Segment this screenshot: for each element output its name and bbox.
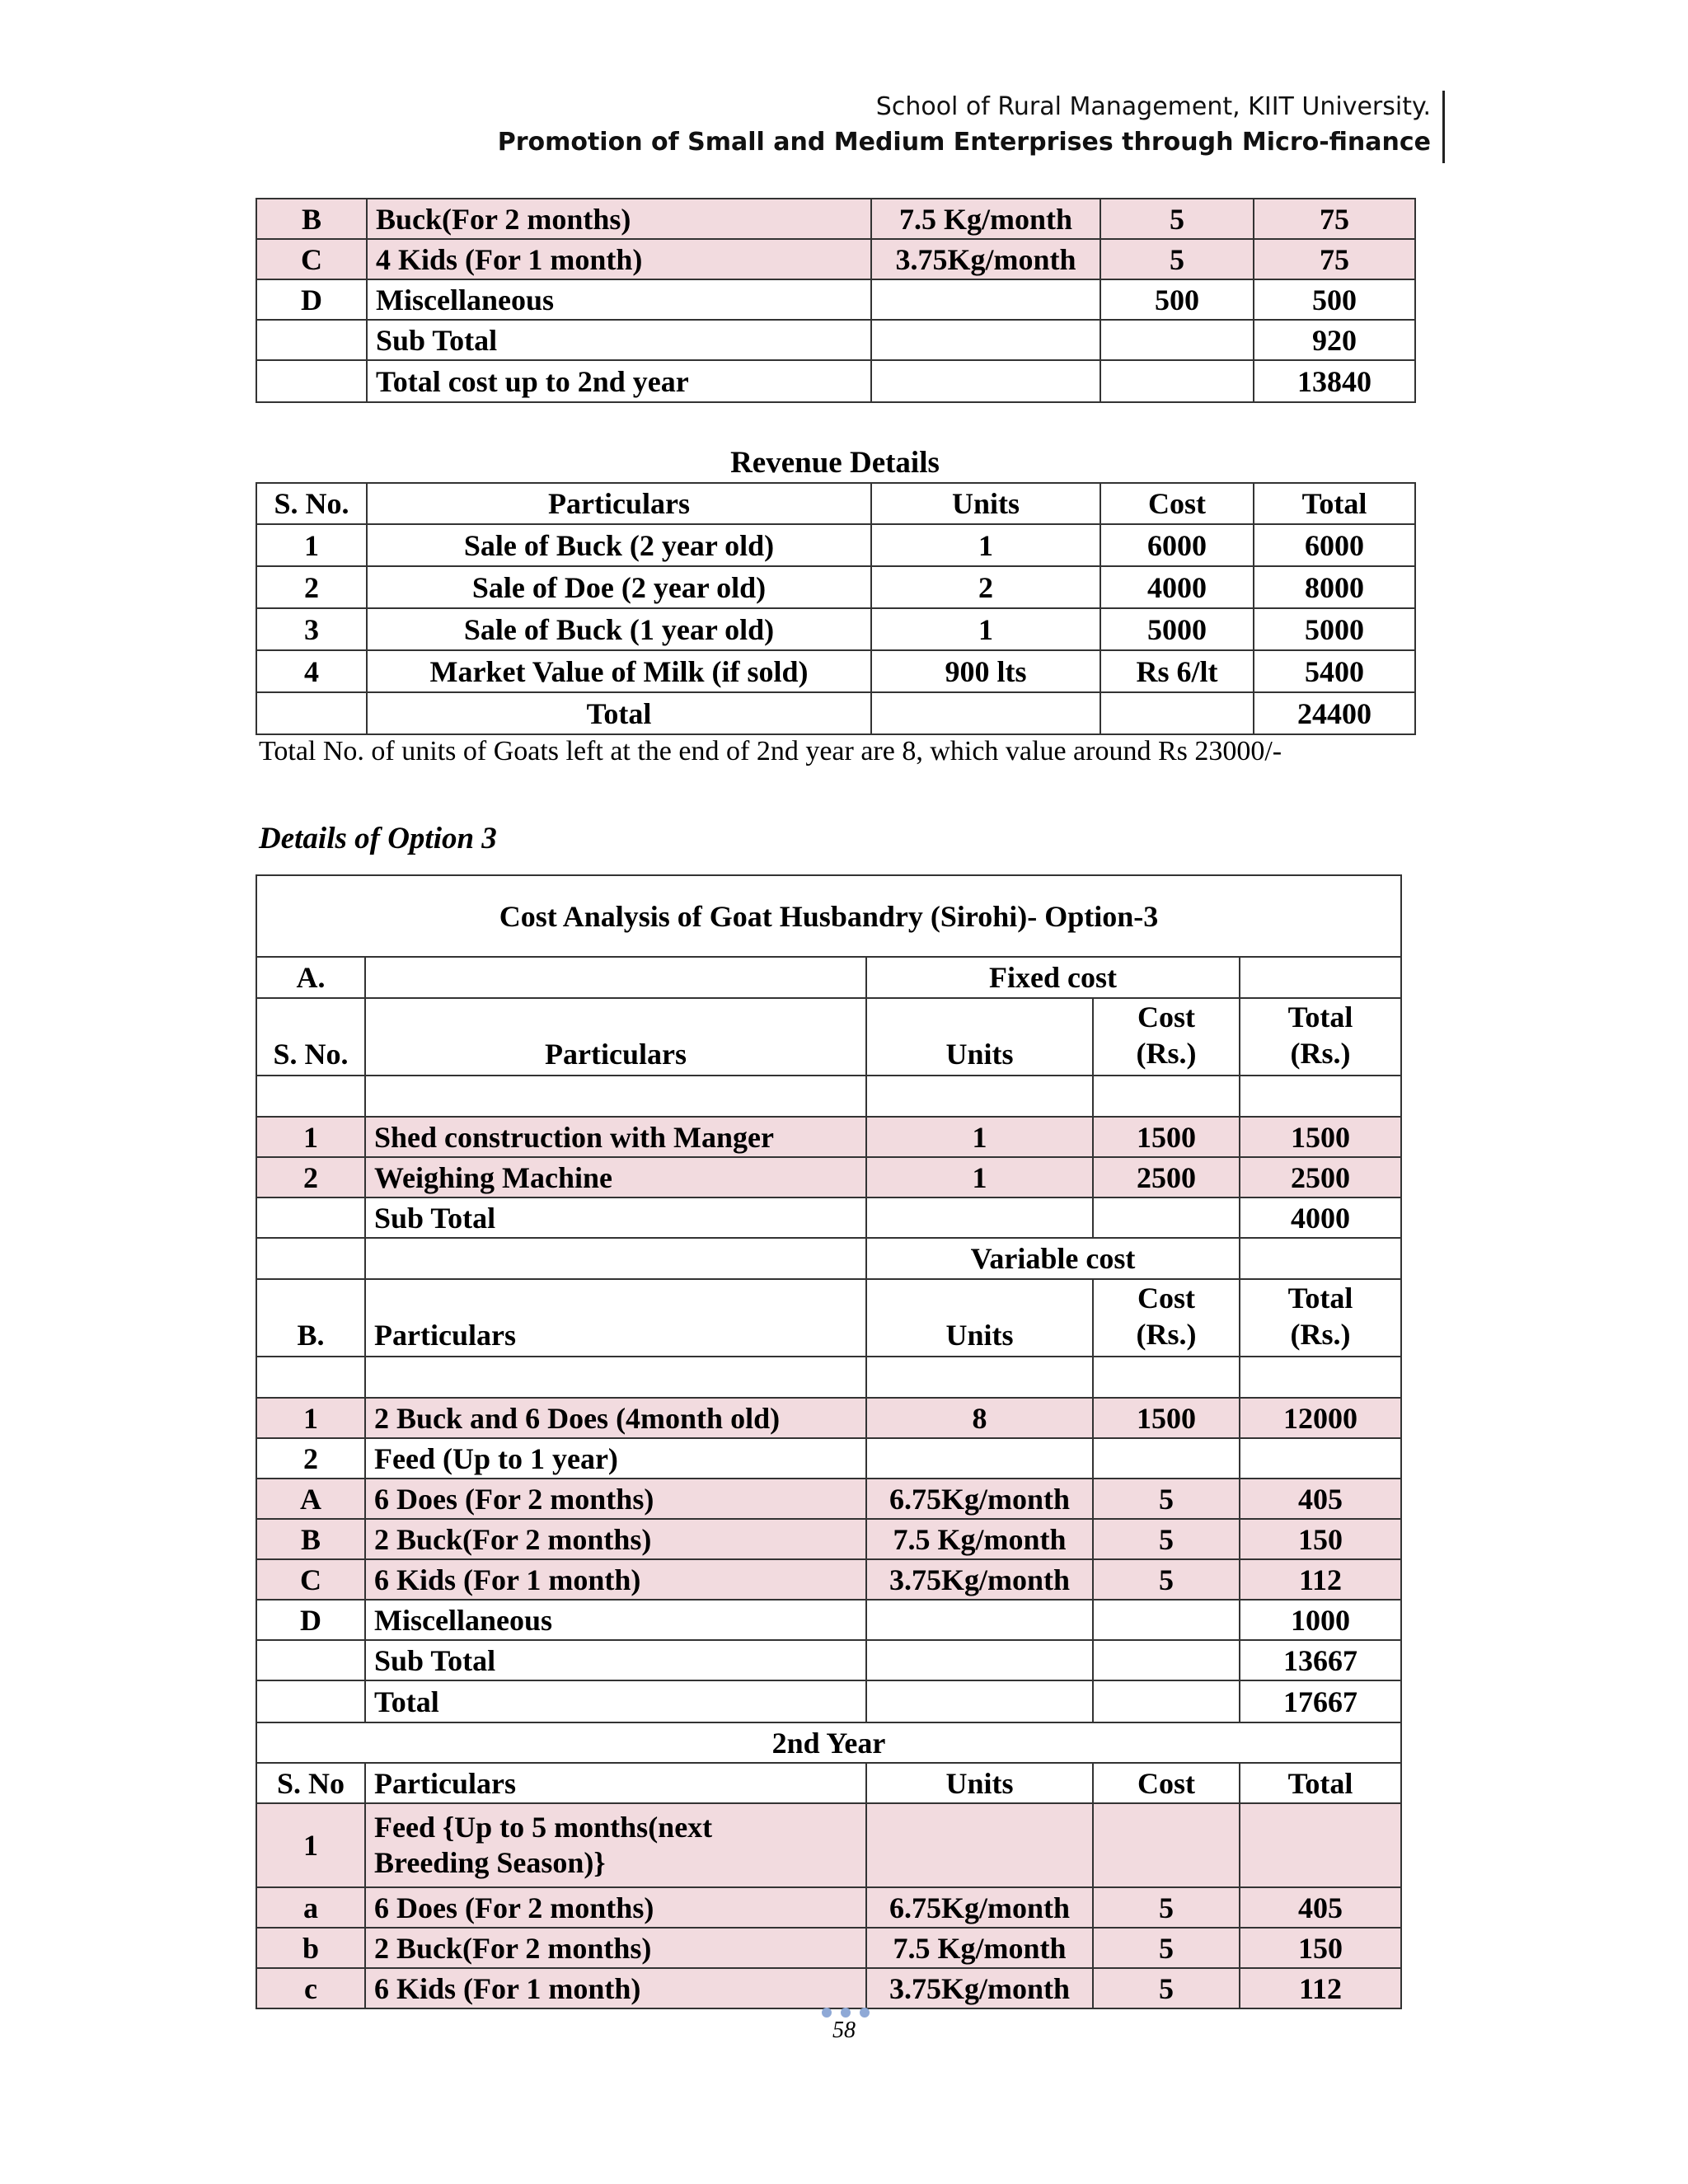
cell-cost: 5 [1093,1887,1240,1928]
cell-particulars: 2 Buck and 6 Does (4month old) [365,1398,866,1438]
page-number: 58 [832,2018,856,2043]
header-total: Total [1240,1763,1401,1803]
cell-cost: Rs 6/lt [1100,650,1254,692]
table-row [256,199,1415,239]
cell-units: 6.75Kg/month [866,1887,1093,1928]
cell-units [866,1438,1093,1479]
cell-total: 405 [1240,1887,1401,1928]
cell-cost: 1500 [1093,1398,1240,1438]
table-header-row [256,483,1415,524]
header-sno: S. No. [256,998,365,1076]
cell-units: 6.75Kg/month [866,1479,1093,1519]
table-total-row [256,692,1415,734]
cell-sno: D [256,1600,365,1640]
cell-total: 112 [1240,1559,1401,1600]
cell-units: 900 lts [871,650,1100,692]
cell-particulars: 4 Kids (For 1 month) [367,239,871,279]
cell-total: 17667 [1240,1680,1401,1722]
cell-total: 13840 [1254,360,1415,402]
table-row [256,1640,1401,1680]
cell-total: 1500 [1240,1117,1401,1157]
spacer-row [256,1076,1401,1117]
cell-total: 5000 [1254,608,1415,650]
header-cost: Cost [1093,1763,1240,1803]
cell-particulars: 2 Buck(For 2 months) [365,1519,866,1559]
option3-cost-table [256,874,1402,2009]
cell-units: 3.75Kg/month [866,1559,1093,1600]
cell-total: 2500 [1240,1157,1401,1197]
header-particulars: Particulars [365,998,866,1076]
table-subtotal-row [256,1197,1401,1238]
cell-particulars: Total cost up to 2nd year [367,360,871,402]
cell-cost: 1500 [1093,1117,1240,1157]
header-total: Total (Rs.) [1240,998,1401,1076]
cell-units [871,360,1100,402]
cell-total: 8000 [1254,566,1415,608]
table-row [256,1803,1401,1887]
cell-total: 12000 [1240,1398,1401,1438]
cell-sno: b [256,1928,365,1968]
table-row [256,1887,1401,1928]
cell-total: 500 [1254,279,1415,320]
cell-total: 13667 [1240,1640,1401,1680]
cell-empty [1240,1238,1401,1279]
header-units: Units [866,1763,1093,1803]
table-title-row [256,875,1401,957]
cell-units: 3.75Kg/month [866,1968,1093,2008]
cell-units: 8 [866,1398,1093,1438]
cell-sno: 1 [256,1803,365,1887]
cell-sno: C [256,239,367,279]
header-cost: Cost (Rs.) [1093,998,1240,1076]
continued-cost-table [256,198,1416,403]
cell-particulars: Miscellaneous [367,279,871,320]
cell-particulars: 6 Does (For 2 months) [365,1479,866,1519]
cell-empty [1093,1197,1240,1238]
variable-cost-label: Variable cost [866,1238,1240,1279]
cell-units: 3.75Kg/month [871,239,1100,279]
cell-particulars: Buck(For 2 months) [367,199,871,239]
header-sno: S. No. [256,483,367,524]
cell-sno: D [256,279,367,320]
cell-sno: B [256,1519,365,1559]
spacer-row [256,1357,1401,1398]
cell-cost: 500 [1100,279,1254,320]
cell-units: 1 [871,524,1100,566]
cell-units [866,1680,1093,1722]
cell-particulars: 6 Kids (For 1 month) [365,1559,866,1600]
cell-sno: 2 [256,1157,365,1197]
subtotal-label: Sub Total [365,1197,866,1238]
cell-cost [1093,1680,1240,1722]
cell-sno: C [256,1559,365,1600]
table-row [256,1968,1401,2008]
table-row [256,524,1415,566]
cell-cost [1093,1600,1240,1640]
table-row [256,1117,1401,1157]
cell-empty [256,1238,365,1279]
table-row [256,566,1415,608]
cell-units: 1 [866,1157,1093,1197]
header-sno: S. No [256,1763,365,1803]
cell-total: 920 [1254,320,1415,360]
cell-sno: 1 [256,1117,365,1157]
cell-sno: B [256,199,367,239]
subtotal-value: 4000 [1240,1197,1401,1238]
cell-sno: c [256,1968,365,2008]
cell-cost: 5 [1093,1479,1240,1519]
header-cost: Cost (Rs.) [1093,1279,1240,1357]
cell-sno: 2 [256,566,367,608]
revenue-table [256,482,1416,735]
header-units: Units [866,1279,1093,1357]
table-row [256,239,1415,279]
goats-left-note: Total No. of units of Goats left at the end of 2nd year are 8, which value around Rs 23000/- [259,736,1282,766]
table-row [256,1157,1401,1197]
cell-cost: 6000 [1100,524,1254,566]
cell-units: 7.5 Kg/month [866,1928,1093,1968]
cell-units: 1 [871,608,1100,650]
header-particulars: Particulars [365,1279,866,1357]
section-b-label: B. [256,1279,365,1357]
cell-sno: 1 [256,524,367,566]
cell-sno [256,360,367,402]
cell-cost: 5000 [1100,608,1254,650]
cell-units: 2 [871,566,1100,608]
table-row [256,1519,1401,1559]
table-title: Cost Analysis of Goat Husbandry (Sirohi)- Option-3 [256,875,1401,957]
cell-cost [1093,1640,1240,1680]
variable-cost-row [256,1238,1401,1279]
table-row [256,1600,1401,1640]
cell-total: 112 [1240,1968,1401,2008]
table-row [256,608,1415,650]
cell-cost: 5 [1093,1519,1240,1559]
cell-empty [365,1238,866,1279]
cell-cost: 5 [1100,199,1254,239]
cell-total: 150 [1240,1519,1401,1559]
cell-units [866,1640,1093,1680]
cell-cost: 4000 [1100,566,1254,608]
cell-empty [871,692,1100,734]
table-row [256,1438,1401,1479]
table-header-row [256,998,1401,1076]
cell-cost [1100,360,1254,402]
table-row [256,279,1415,320]
total-value: 24400 [1254,692,1415,734]
cell-cost: 5 [1100,239,1254,279]
cell-sno [256,1640,365,1680]
cell-cost [1100,320,1254,360]
header-title: Promotion of Small and Medium Enterprises through Micro-finance [497,128,1431,157]
revenue-title: Revenue Details [730,446,940,480]
option3-heading: Details of Option 3 [259,822,497,855]
cell-sno: 3 [256,608,367,650]
header-units: Units [866,998,1093,1076]
cell-total: 5400 [1254,650,1415,692]
cell-sno: 2 [256,1438,365,1479]
cell-empty [256,1197,365,1238]
table-row [256,1559,1401,1600]
table-row [256,320,1415,360]
table-header-row [256,1279,1401,1357]
cell-particulars: Sale of Buck (1 year old) [367,608,871,650]
table-row [256,1928,1401,1968]
cell-particulars: Sale of Buck (2 year old) [367,524,871,566]
header-particulars: Particulars [367,483,871,524]
total-label: Total [367,692,871,734]
cell-particulars: Feed {Up to 5 months(next Breeding Season)} [365,1803,866,1887]
cell-total: 1000 [1240,1600,1401,1640]
cell-empty [365,957,866,998]
cell-empty [1240,957,1401,998]
header-rule [1442,91,1445,163]
header-school: School of Rural Management, KIIT University. [875,92,1431,121]
cell-units [871,279,1100,320]
section-a-row [256,957,1401,998]
cell-cost: 5 [1093,1928,1240,1968]
cell-total: 405 [1240,1479,1401,1519]
cell-sno: 1 [256,1398,365,1438]
fixed-cost-label: Fixed cost [866,957,1240,998]
cell-sno: A [256,1479,365,1519]
cell-total: 150 [1240,1928,1401,1968]
cell-particulars: Miscellaneous [365,1600,866,1640]
table-row [256,1398,1401,1438]
cell-particulars: Shed construction with Manger [365,1117,866,1157]
cell-particulars: 6 Kids (For 1 month) [365,1968,866,2008]
cell-cost: 5 [1093,1968,1240,2008]
cell-cost: 5 [1093,1559,1240,1600]
cell-particulars: 2 Buck(For 2 months) [365,1928,866,1968]
header-total: Total [1254,483,1415,524]
cell-total: 6000 [1254,524,1415,566]
header-particulars: Particulars [365,1763,866,1803]
header-units: Units [871,483,1100,524]
cell-total [1240,1438,1401,1479]
second-year-row [256,1722,1401,1763]
cell-total [1240,1803,1401,1887]
cell-total: 75 [1254,199,1415,239]
cell-sno [256,320,367,360]
cell-units [866,1600,1093,1640]
header-total: Total (Rs.) [1240,1279,1401,1357]
cell-units: 7.5 Kg/month [866,1519,1093,1559]
table-row [256,360,1415,402]
cell-units [866,1803,1093,1887]
cell-empty [256,692,367,734]
header-cost: Cost [1100,483,1254,524]
cell-particulars: Market Value of Milk (if sold) [367,650,871,692]
cell-total: 75 [1254,239,1415,279]
cell-cost [1093,1438,1240,1479]
cell-sno: a [256,1887,365,1928]
cell-particulars: Sale of Doe (2 year old) [367,566,871,608]
cell-particulars: Weighing Machine [365,1157,866,1197]
table-row [256,1479,1401,1519]
section-a-label: A. [256,957,365,998]
cell-empty [1100,692,1254,734]
table-row [256,650,1415,692]
cell-particulars: Total [365,1680,866,1722]
cell-sno: 4 [256,650,367,692]
table-header-row [256,1763,1401,1803]
cell-cost: 2500 [1093,1157,1240,1197]
cell-units [871,320,1100,360]
cell-sno [256,1680,365,1722]
cell-units: 7.5 Kg/month [871,199,1100,239]
table-row [256,1680,1401,1722]
cell-units: 1 [866,1117,1093,1157]
cell-particulars: Feed (Up to 1 year) [365,1438,866,1479]
cell-particulars: 6 Does (For 2 months) [365,1887,866,1928]
cell-particulars: Sub Total [365,1640,866,1680]
cell-cost [1093,1803,1240,1887]
second-year-label: 2nd Year [256,1722,1401,1763]
cell-empty [866,1197,1093,1238]
cell-particulars: Sub Total [367,320,871,360]
